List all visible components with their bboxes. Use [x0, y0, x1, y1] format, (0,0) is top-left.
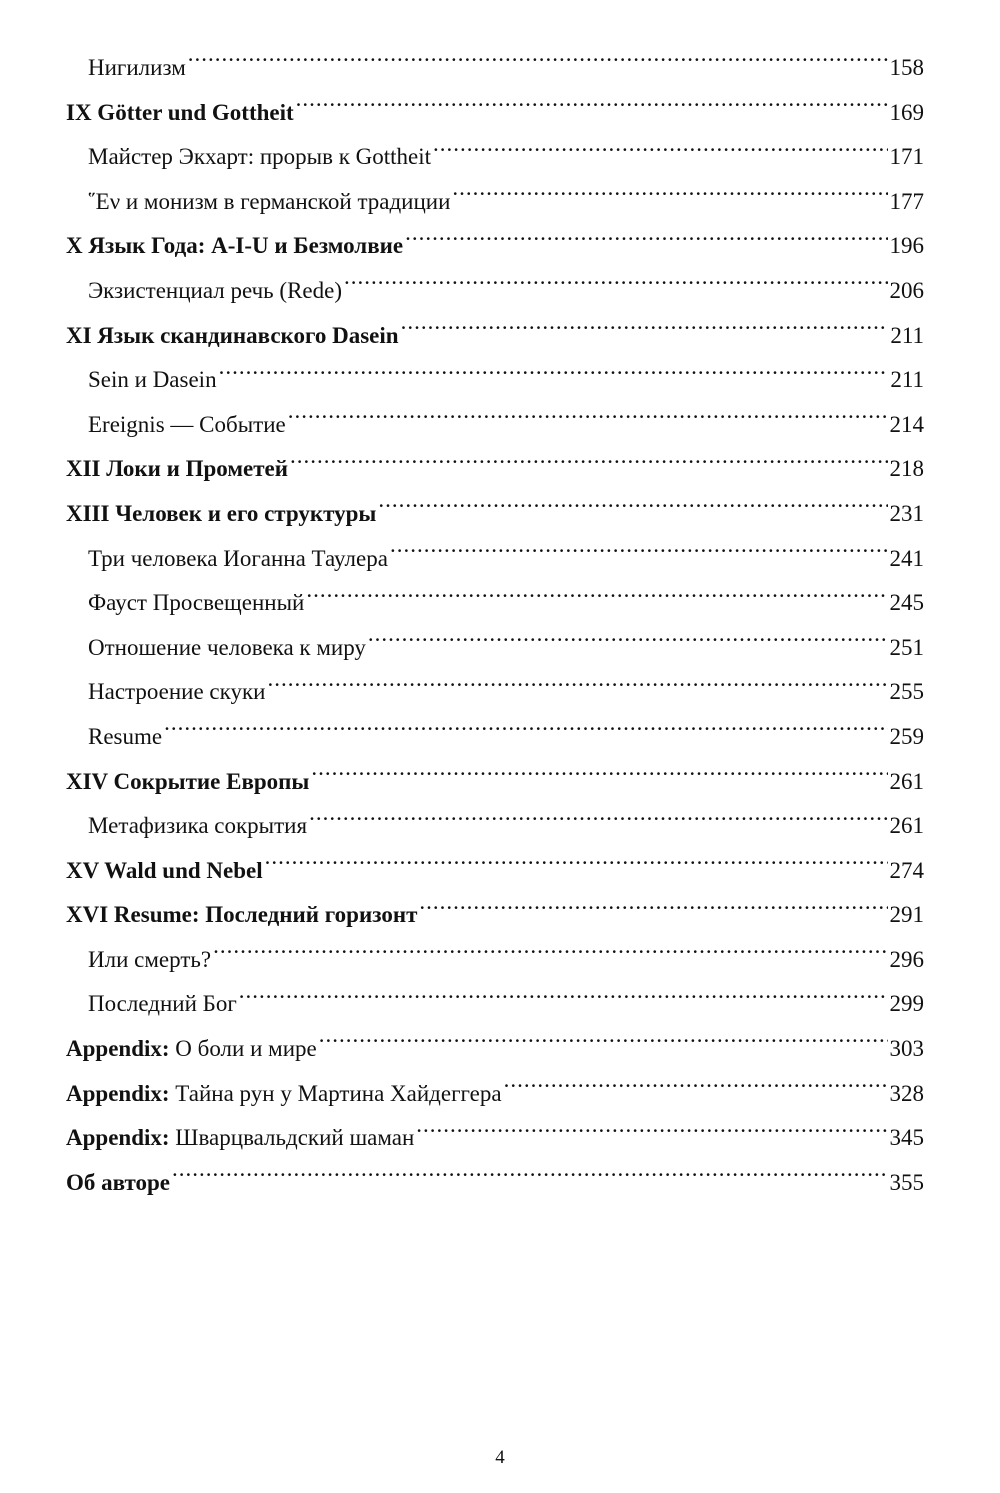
toc-entry-page: 303: [889, 1036, 924, 1062]
toc-chapter: [66, 849, 924, 894]
toc-entry-page: 171: [889, 144, 924, 170]
toc-entry-title: Об авторе: [66, 1169, 170, 1195]
toc-entry-page: 299: [889, 991, 924, 1017]
toc-chapter: [66, 314, 924, 359]
toc-entry-title: XII Локи и Прометей: [66, 456, 288, 482]
toc-entry-title: [66, 1072, 502, 1117]
toc-entry-title: Экзистенциал речь (Rede): [88, 277, 342, 303]
toc-entry-title: Последний Бог: [88, 991, 237, 1017]
dot-leader: [390, 543, 888, 566]
toc-entry-page: 261: [889, 813, 924, 839]
toc-entry-page: 291: [889, 902, 924, 928]
toc-entry-title: XI Язык скандинавского Dasein: [66, 322, 399, 348]
dot-leader: [265, 855, 888, 878]
appendix-title: Тайна рун у Мартина Хайдеггера: [169, 1080, 502, 1106]
dot-leader: [296, 97, 888, 120]
toc-entry-title: Отношение человека к миру: [88, 634, 366, 660]
toc-entry: [66, 938, 924, 983]
toc-entry: [66, 626, 924, 671]
toc-entry-title: Настроение скуки: [88, 679, 266, 705]
toc-entry-page: 177: [889, 188, 924, 214]
toc-chapter: [66, 760, 924, 805]
toc-entry-title: XIII Человек и его структуры: [66, 500, 377, 526]
toc-entry-title: Метафизика сокрытия: [88, 813, 308, 839]
toc-entry-title: XVI Resume: Последний горизонт: [66, 902, 418, 928]
toc-entry-title: Майстер Экхарт: прорыв к Gottheit: [88, 144, 432, 170]
toc-chapter: [66, 447, 924, 492]
toc-appendix: [66, 1072, 924, 1117]
toc-entry-page: 328: [889, 1080, 924, 1106]
page-number: 4: [495, 1447, 505, 1468]
toc-entry-title: [66, 1116, 414, 1161]
toc-entry-page: 158: [889, 55, 924, 80]
toc-entry: [66, 982, 924, 1027]
toc-entry: [66, 46, 924, 91]
dot-leader: [239, 988, 888, 1011]
dot-leader: [172, 1167, 888, 1190]
toc-entry: [66, 537, 924, 582]
dot-leader: [419, 899, 887, 922]
appendix-label: Appendix:: [66, 1125, 170, 1151]
toc-entry: [66, 135, 924, 180]
toc-entry-title: ῞Εν и монизм в германской традиции: [88, 188, 451, 214]
appendix-title: О боли и мире: [169, 1036, 317, 1062]
toc-chapter: [66, 492, 924, 537]
dot-leader: [344, 275, 888, 298]
toc-entry-page: 211: [890, 322, 924, 348]
toc-appendix: [66, 1116, 924, 1161]
appendix-label: Appendix:: [66, 1036, 170, 1062]
toc-entry: [66, 581, 924, 626]
toc-entry-page: 274: [889, 857, 924, 883]
toc-entry: [66, 358, 924, 403]
dot-leader: [401, 320, 889, 343]
dot-leader: [504, 1078, 888, 1101]
toc-entry-page: 218: [889, 456, 924, 482]
dot-leader: [267, 676, 887, 699]
toc-entry-page: 196: [889, 233, 924, 259]
dot-leader: [452, 186, 887, 209]
toc-entry-page: 355: [889, 1169, 924, 1195]
toc-entry-title: Фауст Просвещенный: [88, 590, 305, 616]
dot-leader: [188, 52, 888, 75]
dot-leader: [433, 141, 887, 164]
toc-entry: [66, 804, 924, 849]
dot-leader: [306, 587, 887, 610]
toc-entry-title: [66, 1027, 317, 1072]
toc-entry-page: 231: [889, 500, 924, 526]
toc-chapter: [66, 893, 924, 938]
toc-entry-title: Три человека Иоганна Таулера: [88, 545, 388, 571]
toc-entry: [66, 403, 924, 448]
dot-leader: [311, 766, 887, 789]
toc-entry: [66, 715, 924, 760]
toc-entry-title: XV Wald und Nebel: [66, 857, 263, 883]
toc-entry-title: Ereignis — Событие: [88, 411, 286, 437]
dot-leader: [164, 721, 887, 744]
toc-chapter: [66, 91, 924, 136]
toc-entry-page: 261: [889, 768, 924, 794]
toc-entry: [66, 670, 924, 715]
dot-leader: [368, 632, 888, 655]
toc-appendix: [66, 1027, 924, 1072]
toc-entry-page: 345: [889, 1125, 924, 1151]
toc-entry-page: 211: [890, 367, 924, 393]
appendix-title: Шварцвальдский шаман: [169, 1125, 415, 1151]
dot-leader: [309, 810, 887, 833]
dot-leader: [416, 1122, 887, 1145]
dot-leader: [319, 1033, 888, 1056]
toc-entry: [66, 180, 924, 225]
toc-entry-page: 214: [889, 411, 924, 437]
toc-entry-page: 169: [889, 99, 924, 125]
dot-leader: [219, 364, 889, 387]
appendix-label: Appendix:: [66, 1080, 170, 1106]
dot-leader: [290, 453, 888, 476]
toc-entry-title: Resume: [88, 723, 163, 749]
dot-leader: [405, 230, 887, 253]
toc-entry-page: 251: [889, 634, 924, 660]
toc-entry-title: Или смерть?: [88, 946, 212, 972]
toc-entry-page: 259: [889, 723, 924, 749]
table-of-contents: [66, 46, 924, 1205]
toc-entry-title: XIV Сокрытие Европы: [66, 768, 310, 794]
toc-entry-page: 296: [889, 946, 924, 972]
toc-entry-title: Нигилизм: [88, 55, 186, 80]
dot-leader: [378, 498, 887, 521]
toc-entry-title: Sein и Dasein: [88, 367, 217, 393]
toc-entry-page: 245: [889, 590, 924, 616]
toc-entry-page: 255: [889, 679, 924, 705]
dot-leader: [288, 409, 888, 432]
toc-chapter: [66, 1161, 924, 1206]
toc-entry-title: X Язык Года: A-I-U и Безмолвие: [66, 233, 404, 259]
toc-chapter: [66, 224, 924, 269]
toc-entry-title: IX Götter und Gottheit: [66, 99, 294, 125]
dot-leader: [213, 944, 887, 967]
toc-entry-page: 241: [889, 545, 924, 571]
toc-entry-page: 206: [889, 277, 924, 303]
toc-entry: [66, 269, 924, 314]
